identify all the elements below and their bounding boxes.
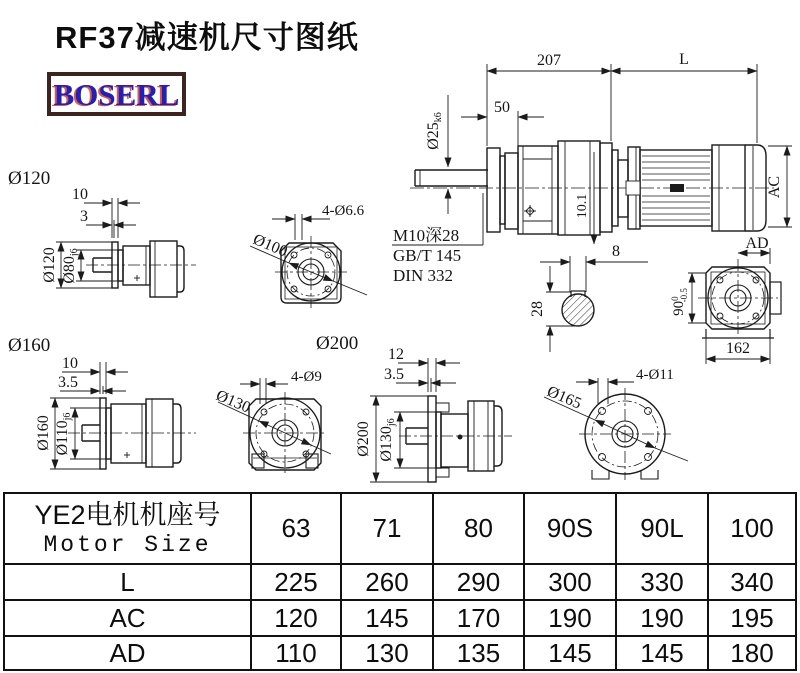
- header-en: Motor Size: [43, 531, 212, 558]
- AC-90L: 190: [616, 600, 708, 636]
- L-100: 340: [708, 564, 796, 600]
- dim-L: L: [679, 51, 689, 68]
- dim-AD: AD: [745, 235, 769, 252]
- flange-200-view: [316, 333, 512, 482]
- face-165-dimensions: [544, 367, 688, 461]
- dim-bc-100: Ø100: [250, 231, 290, 261]
- AC-80: 170: [433, 600, 524, 636]
- flange-120-dimensions: [41, 186, 140, 288]
- boserl-logo: [47, 72, 186, 116]
- dim-plate-10b: 10: [62, 355, 78, 372]
- dim-spigot-80: Ø80j6: [61, 248, 80, 284]
- motor-end-dimensions: [670, 235, 770, 364]
- col-63: 63: [251, 493, 341, 564]
- col-100: 100: [708, 493, 796, 564]
- face-165-view: [544, 367, 688, 480]
- gb-standard: GB/T 145: [393, 246, 462, 265]
- AC-90S: 190: [524, 600, 616, 636]
- face-130-view: [213, 369, 331, 474]
- dim-holes-11: 4-Ø11: [636, 367, 674, 383]
- AC-63: 120: [251, 600, 341, 636]
- dim-50: 50: [494, 99, 510, 116]
- col-90S: 90S: [524, 493, 616, 564]
- thread-spec: M10深28: [393, 226, 460, 245]
- header-cn: YE2电机机座号: [34, 500, 221, 531]
- L-63: 225: [251, 564, 341, 600]
- row-label-AD: AD: [4, 636, 251, 670]
- face-100-dimensions: [250, 203, 367, 295]
- dim-bc-130: Ø130: [213, 387, 253, 417]
- page-title: RF37减速机尺寸图纸: [55, 20, 359, 55]
- header-motor-size: [4, 493, 251, 564]
- view-label-160: Ø160: [8, 335, 51, 356]
- col-80: 80: [433, 493, 524, 564]
- L-90S: 300: [524, 564, 616, 600]
- AD-63: 110: [251, 636, 341, 670]
- dim-spigot-130: Ø130j6: [378, 418, 397, 462]
- dim-holes-9: 4-Ø9: [291, 369, 322, 385]
- dim-holes-6-6: 4-Ø6.6: [322, 203, 365, 219]
- dim-step-3-5: 3.5: [58, 374, 78, 391]
- view-label-120: Ø120: [8, 168, 51, 189]
- table-row-AD: [4, 636, 796, 670]
- motor-end-view: [670, 235, 781, 364]
- dim-outer-160: Ø160: [35, 415, 52, 451]
- AD-71: 130: [341, 636, 433, 670]
- dim-shaft-dia: Ø25k6: [425, 112, 444, 150]
- L-80: 290: [433, 564, 524, 600]
- row-label-L: L: [4, 564, 251, 600]
- AC-71: 145: [341, 600, 433, 636]
- dim-207: 207: [537, 52, 561, 69]
- din-standard: DIN 332: [393, 266, 453, 285]
- dim-28: 28: [529, 301, 546, 317]
- dim-8: 8: [612, 243, 620, 260]
- flange-120-view: [8, 168, 196, 297]
- table-header-row: [4, 493, 796, 564]
- dim-AC: AC: [766, 175, 783, 199]
- row-label-AC: AC: [4, 600, 251, 636]
- main-assembly-view: [410, 51, 792, 244]
- AD-90S: 145: [524, 636, 616, 670]
- dim-90: $90^0-0.5$: [670, 288, 689, 316]
- logo-text: BOSERL: [53, 76, 180, 112]
- flange-200-body: [406, 396, 502, 482]
- AC-100: 195: [708, 600, 796, 636]
- AD-90L: 145: [616, 636, 708, 670]
- dim-162: 162: [726, 340, 750, 357]
- dim-plate-12: 12: [388, 346, 404, 363]
- L-71: 260: [341, 564, 433, 600]
- col-90L: 90L: [616, 493, 708, 564]
- main-view-dimensions: [425, 51, 792, 244]
- view-label-200: Ø200: [316, 333, 359, 354]
- dim-plate-10: 10: [72, 186, 88, 203]
- shaft-section: [562, 294, 594, 326]
- col-71: 71: [341, 493, 433, 564]
- dim-outer-120: Ø120: [41, 247, 58, 283]
- input-shaft: [415, 170, 488, 186]
- AD-80: 135: [433, 636, 524, 670]
- dim-step-3-5b: 3.5: [384, 366, 404, 383]
- dim-outer-200: Ø200: [355, 421, 372, 457]
- motor-size-table: [3, 492, 797, 671]
- flange-120-body: [93, 241, 184, 297]
- key-section-view: [529, 243, 648, 352]
- flange-160-view: [8, 335, 196, 469]
- flange-160-body: [82, 398, 181, 469]
- dim-spigot-110: Ø110j6: [54, 412, 73, 456]
- thread-note: [392, 193, 483, 285]
- dim-step-3: 3: [80, 208, 88, 225]
- dim-10-1: 10.1: [575, 193, 590, 219]
- flange-160-dimensions: [35, 355, 128, 469]
- dim-bc-165: Ø165: [544, 383, 584, 413]
- AD-100: 180: [708, 636, 796, 670]
- L-90L: 330: [616, 564, 708, 600]
- table-row-L: [4, 564, 796, 600]
- oil-plug-icon: [524, 205, 536, 217]
- face-100-view: [250, 203, 367, 308]
- table-row-AC: [4, 600, 796, 636]
